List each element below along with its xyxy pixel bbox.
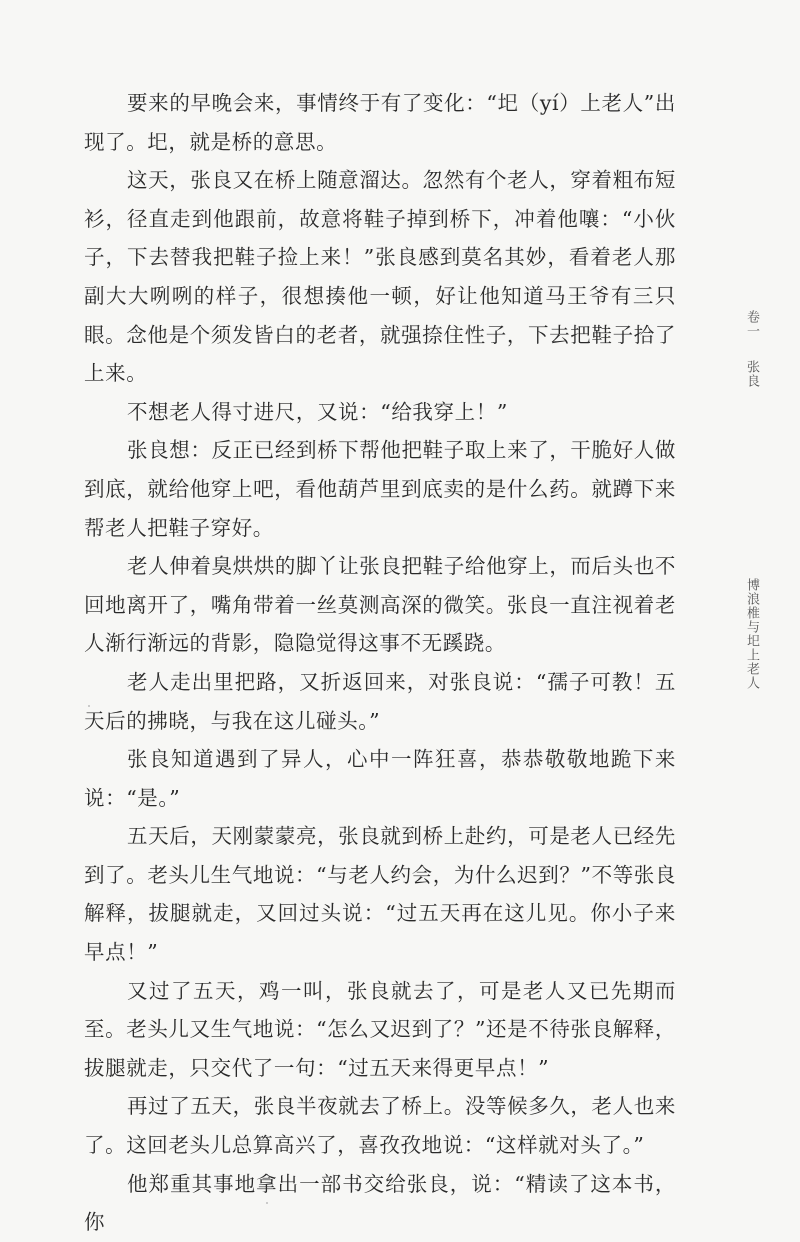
paragraph: 五天后，天刚蒙蒙亮，张良就到桥上赴约，可是老人已经先到了。老头儿生气地说：“与老人约会，为什么迟到？”不等张良解释，拔腿就走，又回过头说：“过五天再在这儿见。你小子来早点！” [84,824,676,965]
paragraph: 再过了五天，张良半夜就去了桥上。没等候多久，老人也来了。这回老头儿总算高兴了，喜孜孜地说：“这样就对头了。” [84,1094,676,1158]
paragraph: 他郑重其事地拿出一部书交给张良，说：“精读了这本书，你 [84,1171,676,1235]
scan-speck [88,705,90,707]
running-header-chapter [742,310,760,388]
paragraph: 老人伸着臭烘烘的脚丫让张良把鞋子给他穿上，而后头也不回地离开了，嘴角带着一丝莫测高深的微笑。张良一直注视着老人渐行渐远的背影，隐隐觉得这事不无蹊跷。 [84,554,676,656]
paragraph: 张良知道遇到了异人，心中一阵狂喜，恭恭敬敬地跪下来说：“是。” [84,747,676,810]
paragraph: 老人走出里把路，又折返回来，对张良说：“孺子可教！五天后的拂晓，与我在这儿碰头。” [84,669,676,733]
paragraph: 不想老人得寸进尺，又说：“给我穿上！” [127,399,508,424]
running-header-section [742,578,760,690]
paragraph: 这天，张良又在桥上随意溜达。忽然有个老人，穿着粗布短衫，径直走到他跟前，故意将鞋子掉到桥下，冲着他嚷：“小伙子，下去替我把鞋子捡上来！”张良感到莫名其妙，看着老人那副大大咧咧的样子，很想揍他一顿，好让他知道马王爷有三只眼。念他是个须发皆白的老者，就强捺住性子，下去把鞋子拾了上来。 [84,168,676,386]
volume-label: 卷一 [744,310,759,338]
paragraph: 张良想：反正已经到桥下帮他把鞋子取上来了，干脆好人做到底，就给他穿上吧，看他葫芦里到底卖的是什么药。就蹲下来帮老人把鞋子穿好。 [84,438,676,540]
paragraph: 要来的早晚会来，事情终于有了变化：“圯（yí）上老人”出现了。圯，就是桥的意思。 [84,91,676,154]
paragraph: 又过了五天，鸡一叫，张良就去了，可是老人又已先期而至。老头儿又生气地说：“怎么又迟到了？”还是不待张良解释，拔腿就走，只交代了一句：“过五天来得更早点！” [84,978,676,1080]
scan-speck [266,1202,268,1204]
section-label: 博浪椎与圯上老人 [744,578,759,690]
chapter-label: 张良 [744,360,759,388]
body-text [84,84,676,1242]
